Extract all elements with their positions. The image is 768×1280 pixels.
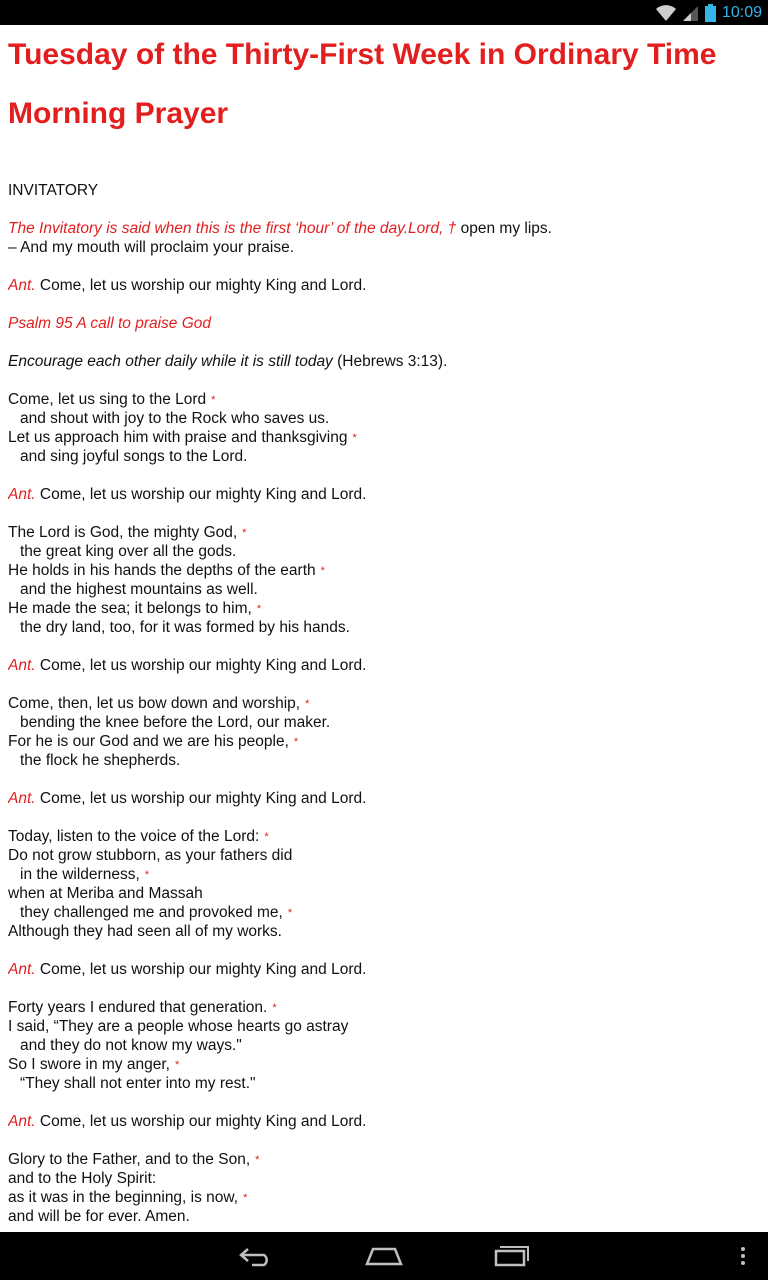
status-bar bbox=[0, 0, 768, 25]
verse-line: and sing joyful songs to the Lord. bbox=[20, 448, 248, 465]
verse-line: He made the sea; it belongs to him, * bbox=[8, 600, 262, 617]
prayer-content[interactable] bbox=[8, 25, 760, 1232]
asterisk: * bbox=[320, 565, 325, 577]
antiphon-text: Come, let us worship our mighty King and Lord. bbox=[35, 486, 367, 503]
ant-label: Ant. bbox=[8, 486, 36, 503]
asterisk: * bbox=[144, 869, 150, 881]
antiphon bbox=[8, 656, 760, 675]
verse-line: the great king over all the gods. bbox=[20, 543, 237, 560]
asterisk: * bbox=[264, 831, 269, 843]
recents-button[interactable] bbox=[482, 1232, 542, 1280]
verse-line: Today, listen to the voice of the Lord: * bbox=[8, 828, 269, 845]
back-button[interactable] bbox=[226, 1232, 286, 1280]
antiphon-text: Come, let us worship our mighty King and Lord. bbox=[35, 961, 367, 978]
verse-line: and will be for ever. Amen. bbox=[8, 1208, 190, 1225]
epigraph-ref: (Hebrews 3:13). bbox=[332, 353, 448, 370]
verse-line: the dry land, too, for it was formed by his hands. bbox=[20, 619, 350, 636]
rubric: The Invitatory is said when this is the first ‘hour’ of the day. bbox=[8, 220, 409, 237]
asterisk: * bbox=[211, 394, 216, 406]
psalm-title: Psalm 95 A call to praise God bbox=[8, 315, 212, 332]
prayer-text bbox=[8, 181, 760, 1226]
verse-line: in the wilderness, * bbox=[20, 866, 150, 883]
ant-label: Ant. bbox=[8, 790, 36, 807]
ant-label: Ant. bbox=[8, 1113, 36, 1130]
verse-line: and the highest mountains as well. bbox=[20, 581, 258, 598]
antiphon bbox=[8, 276, 760, 295]
antiphon bbox=[8, 960, 760, 979]
rubric-line bbox=[8, 219, 760, 238]
asterisk: * bbox=[255, 1154, 260, 1166]
verse-line: He holds in his hands the depths of the earth * bbox=[8, 562, 325, 579]
antiphon-text: Come, let us worship our mighty King and Lord. bbox=[35, 790, 367, 807]
battery-icon bbox=[705, 4, 716, 22]
verse-line: and they do not know my ways." bbox=[20, 1037, 242, 1054]
asterisk: * bbox=[352, 432, 357, 444]
antiphon-text: Come, let us worship our mighty King and Lord. bbox=[35, 277, 367, 294]
verse-line: Glory to the Father, and to the Son, * bbox=[8, 1151, 260, 1168]
verse-line: and to the Holy Spirit: bbox=[8, 1170, 157, 1187]
recents-icon bbox=[494, 1245, 530, 1267]
back-icon bbox=[238, 1245, 274, 1267]
verse-line: Come, let us sing to the Lord * bbox=[8, 391, 216, 408]
opening-rest: open my lips. bbox=[456, 220, 552, 237]
verse-line: Do not grow stubborn, as your fathers did bbox=[8, 847, 293, 864]
verse-line: For he is our God and we are his people, * bbox=[8, 733, 299, 750]
verse-line: Let us approach him with praise and thanksgiving * bbox=[8, 429, 357, 446]
overflow-menu-button[interactable] bbox=[728, 1232, 758, 1280]
asterisk: * bbox=[287, 907, 293, 919]
asterisk: * bbox=[242, 527, 247, 539]
hour-title: Morning Prayer bbox=[8, 97, 229, 130]
verse-line: when at Meriba and Massah bbox=[8, 885, 203, 902]
ant-label: Ant. bbox=[8, 277, 36, 294]
verse-line: So I swore in my anger, * bbox=[8, 1056, 180, 1073]
asterisk: * bbox=[256, 603, 262, 615]
verse-line: Forty years I endured that generation. * bbox=[8, 999, 277, 1016]
navigation-bar bbox=[0, 1232, 768, 1280]
antiphon bbox=[8, 485, 760, 504]
wifi-icon bbox=[655, 4, 677, 22]
epigraph-text: Encourage each other daily while it is still today bbox=[8, 353, 333, 370]
overflow-menu-icon bbox=[740, 1246, 746, 1266]
antiphon-text: Come, let us worship our mighty King and Lord. bbox=[35, 1113, 367, 1130]
verse-line: as it was in the beginning, is now, * bbox=[8, 1189, 248, 1206]
verse-line: Come, then, let us bow down and worship, * bbox=[8, 695, 310, 712]
verse-line: Although they had seen all of my works. bbox=[8, 923, 282, 940]
clock: 10:09 bbox=[721, 3, 762, 21]
epigraph bbox=[8, 352, 760, 371]
verse-line: and shout with joy to the Rock who saves us. bbox=[20, 410, 330, 427]
response: – And my mouth will proclaim your praise. bbox=[8, 239, 295, 256]
home-icon bbox=[365, 1246, 403, 1266]
ant-label: Ant. bbox=[8, 657, 36, 674]
page-title: Tuesday of the Thirty-First Week in Ordinary Time bbox=[8, 38, 717, 71]
opening-lord: Lord, † bbox=[408, 220, 457, 237]
asterisk: * bbox=[293, 736, 299, 748]
verse-line: “They shall not enter into my rest." bbox=[20, 1075, 256, 1092]
asterisk: * bbox=[174, 1059, 180, 1071]
signal-icon bbox=[683, 4, 699, 22]
section-heading: INVITATORY bbox=[8, 182, 99, 199]
verse-line: they challenged me and provoked me, * bbox=[20, 904, 293, 921]
verse-line: The Lord is God, the mighty God, * bbox=[8, 524, 247, 541]
asterisk: * bbox=[305, 698, 310, 710]
antiphon bbox=[8, 1112, 760, 1131]
verse-line: bending the knee before the Lord, our maker. bbox=[20, 714, 331, 731]
home-button[interactable] bbox=[354, 1232, 414, 1280]
verse-line: I said, “They are a people whose hearts go astray bbox=[8, 1018, 349, 1035]
verse-line: the flock he shepherds. bbox=[20, 752, 181, 769]
antiphon-text: Come, let us worship our mighty King and Lord. bbox=[35, 657, 367, 674]
ant-label: Ant. bbox=[8, 961, 36, 978]
antiphon bbox=[8, 789, 760, 808]
status-icons bbox=[655, 0, 762, 25]
asterisk: * bbox=[272, 1002, 277, 1014]
asterisk: * bbox=[243, 1192, 248, 1204]
